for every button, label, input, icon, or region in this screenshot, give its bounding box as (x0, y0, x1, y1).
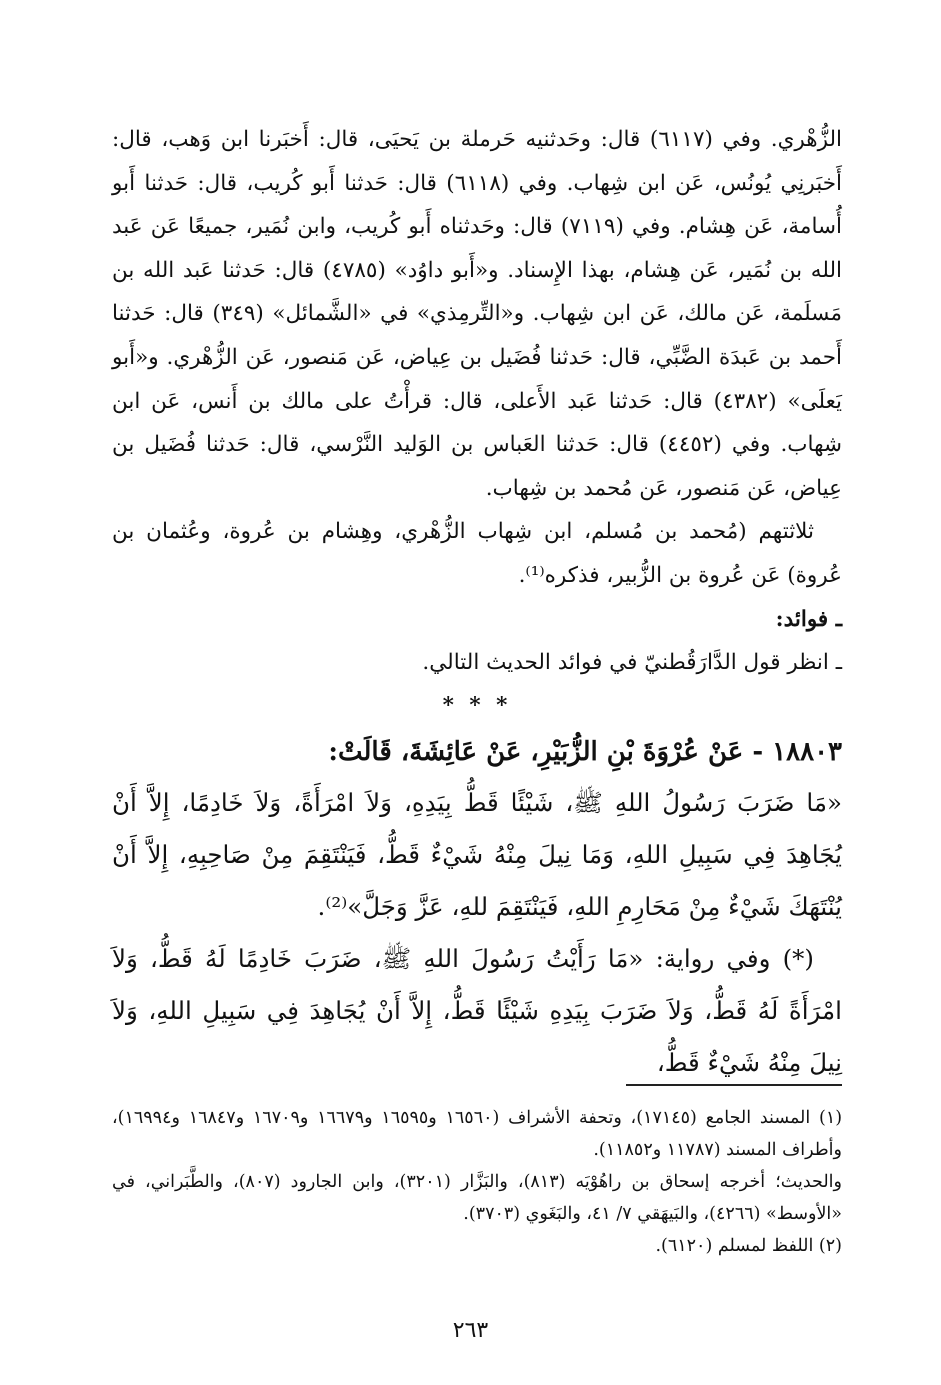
footnote-1: (١) المسند الجامع (١٧١٤٥)، وتحفة الأشراف (١٦٥٦٠ و١٦٥٩٥ و١٦٦٧٩ و١٦٧٠٩ و١٦٨٤٧ و١٦٩٩٤)، وأطراف المسند (١١٧٨٧ و١١٨٥٢). (112, 1108, 843, 1160)
isnad-paragraph: الزُّهْري. وفي (٦١١٧) قال: وحَدثنيه حَرملة بن يَحيَى، قال: أَخبَرنا ابن وَهب، قال: أَخبَرنِي يُونُس، عَن ابن شِهاب. وفي (٦١١٨) قال: حَدثنا أَبو كُريب، قال: حَدثنا أَبو أُسامة، عَن هِشام. وفي (٧١١٩) قال: وحَدثناه أَبو كُريب، وابن نُمَير، جميعًا عَن عَبد الله بن نُمَير، عَن هِشام، بهذا الإِسناد. و«أَبو داوُد» (٤٧٨٥) قال: حَدثنا عَبد الله بن مَسلَمة، عَن مالك، عَن ابن شِهاب. و«التِّرمِذي» في «الشَّمائل» (٣٤٩) قال: حَدثنا أَحمد بن عَبدَة الضَّبِّي، قال: حَدثنا فُضَيل بن عِياض، عَن مَنصور، عَن الزُّهْري. و«أَبو يَعلَى» (٤٣٨٢) قال: حَدثنا عَبد الأَعلى، قال: قرأْتُ على مالك بن أَنس، عَن ابن شِهاب. وفي (٤٤٥٢) قال: حَدثنا العَباس بن الوَليد النَّرْسي، قال: حَدثنا فُضَيل بن عِياض، عَن مَنصور، عَن مُحمد بن شِهاب. (112, 127, 843, 501)
riwaya-text: (*) وفي رواية: «مَا رَأَيْتُ رَسُولَ اللهِ ﷺ، ضَرَبَ خَادِمًا لَهُ قَطُّ، وَلاَ امْرَأَةً لَهُ قَطُّ، وَلاَ ضَرَبَ بِيَدِهِ شَيْئًا قَطُّ، إِلاَّ أَنْ يُجَاهِدَ فِي سَبِيلِ اللهِ، وَلاَ نِيلَ مِنْهُ شَيْءٌ قَطُّ، (112, 943, 842, 1077)
footnotes (112, 1102, 842, 1262)
page-number: ٢٦٣ (452, 1318, 489, 1343)
section-separator: * * * (442, 692, 512, 718)
main-text (112, 118, 842, 1089)
footnote-1-continued: والحديث؛ أخرجه إسحاق بن راهُوْيَه (٨١٣)، والبَزَّار (٣٢٠١)، وابن الجارود (٨٠٧)، والطَّبَراني، في «الأوسط» (٤٢٦٦)، والبَيهَقي ٧/ ٤١، والبَغَوي (٣٧٠٣). (112, 1172, 842, 1224)
footnote-divider (626, 1084, 842, 1086)
hadith-text: «مَا ضَرَبَ رَسُولُ اللهِ ﷺ، شَيْئًا قَطُّ بِيَدِهِ، وَلاَ امْرَأَةً، وَلاَ خَادِمًا، إِلاَّ أَنْ يُجَاهِدَ فِي سَبِيلِ اللهِ، وَمَا نِيلَ مِنْهُ شَيْءٌ قَطُّ، فَيَنْتَقِمَ مِنْ صَاحِبِهِ، إِلاَّ أَنْ يُنْتَهَكَ شَيْءٌ مِنْ مَحَارِمِ اللهِ، فَيَنْتَقِمَ للهِ، عَزَّ وَجَلَّ»⁽²⁾. (112, 787, 842, 921)
summary-paragraph: ثلاثتهم (مُحمد بن مُسلم، ابن شِهاب الزُّهْري، وهِشام بن عُروة، وعُثمان بن عُروة) عَن عُروة بن الزُّبير، فذكره⁽¹⁾. (112, 519, 842, 588)
fawaid-item: ـ انظر قول الدَّارَقُطنيّ في فوائد الحديث التالي. (422, 650, 842, 676)
fawaid-heading: ـ فوائد: (775, 606, 842, 632)
hadith-title: ١٨٨٠٣ - عَنْ عُرْوَةَ بْنِ الزُّبَيْرِ، عَنْ عَائِشَةَ، قَالَتْ: (328, 736, 842, 767)
footnote-2: (٢) اللفظ لمسلم (٦١٢٠). (655, 1236, 842, 1256)
